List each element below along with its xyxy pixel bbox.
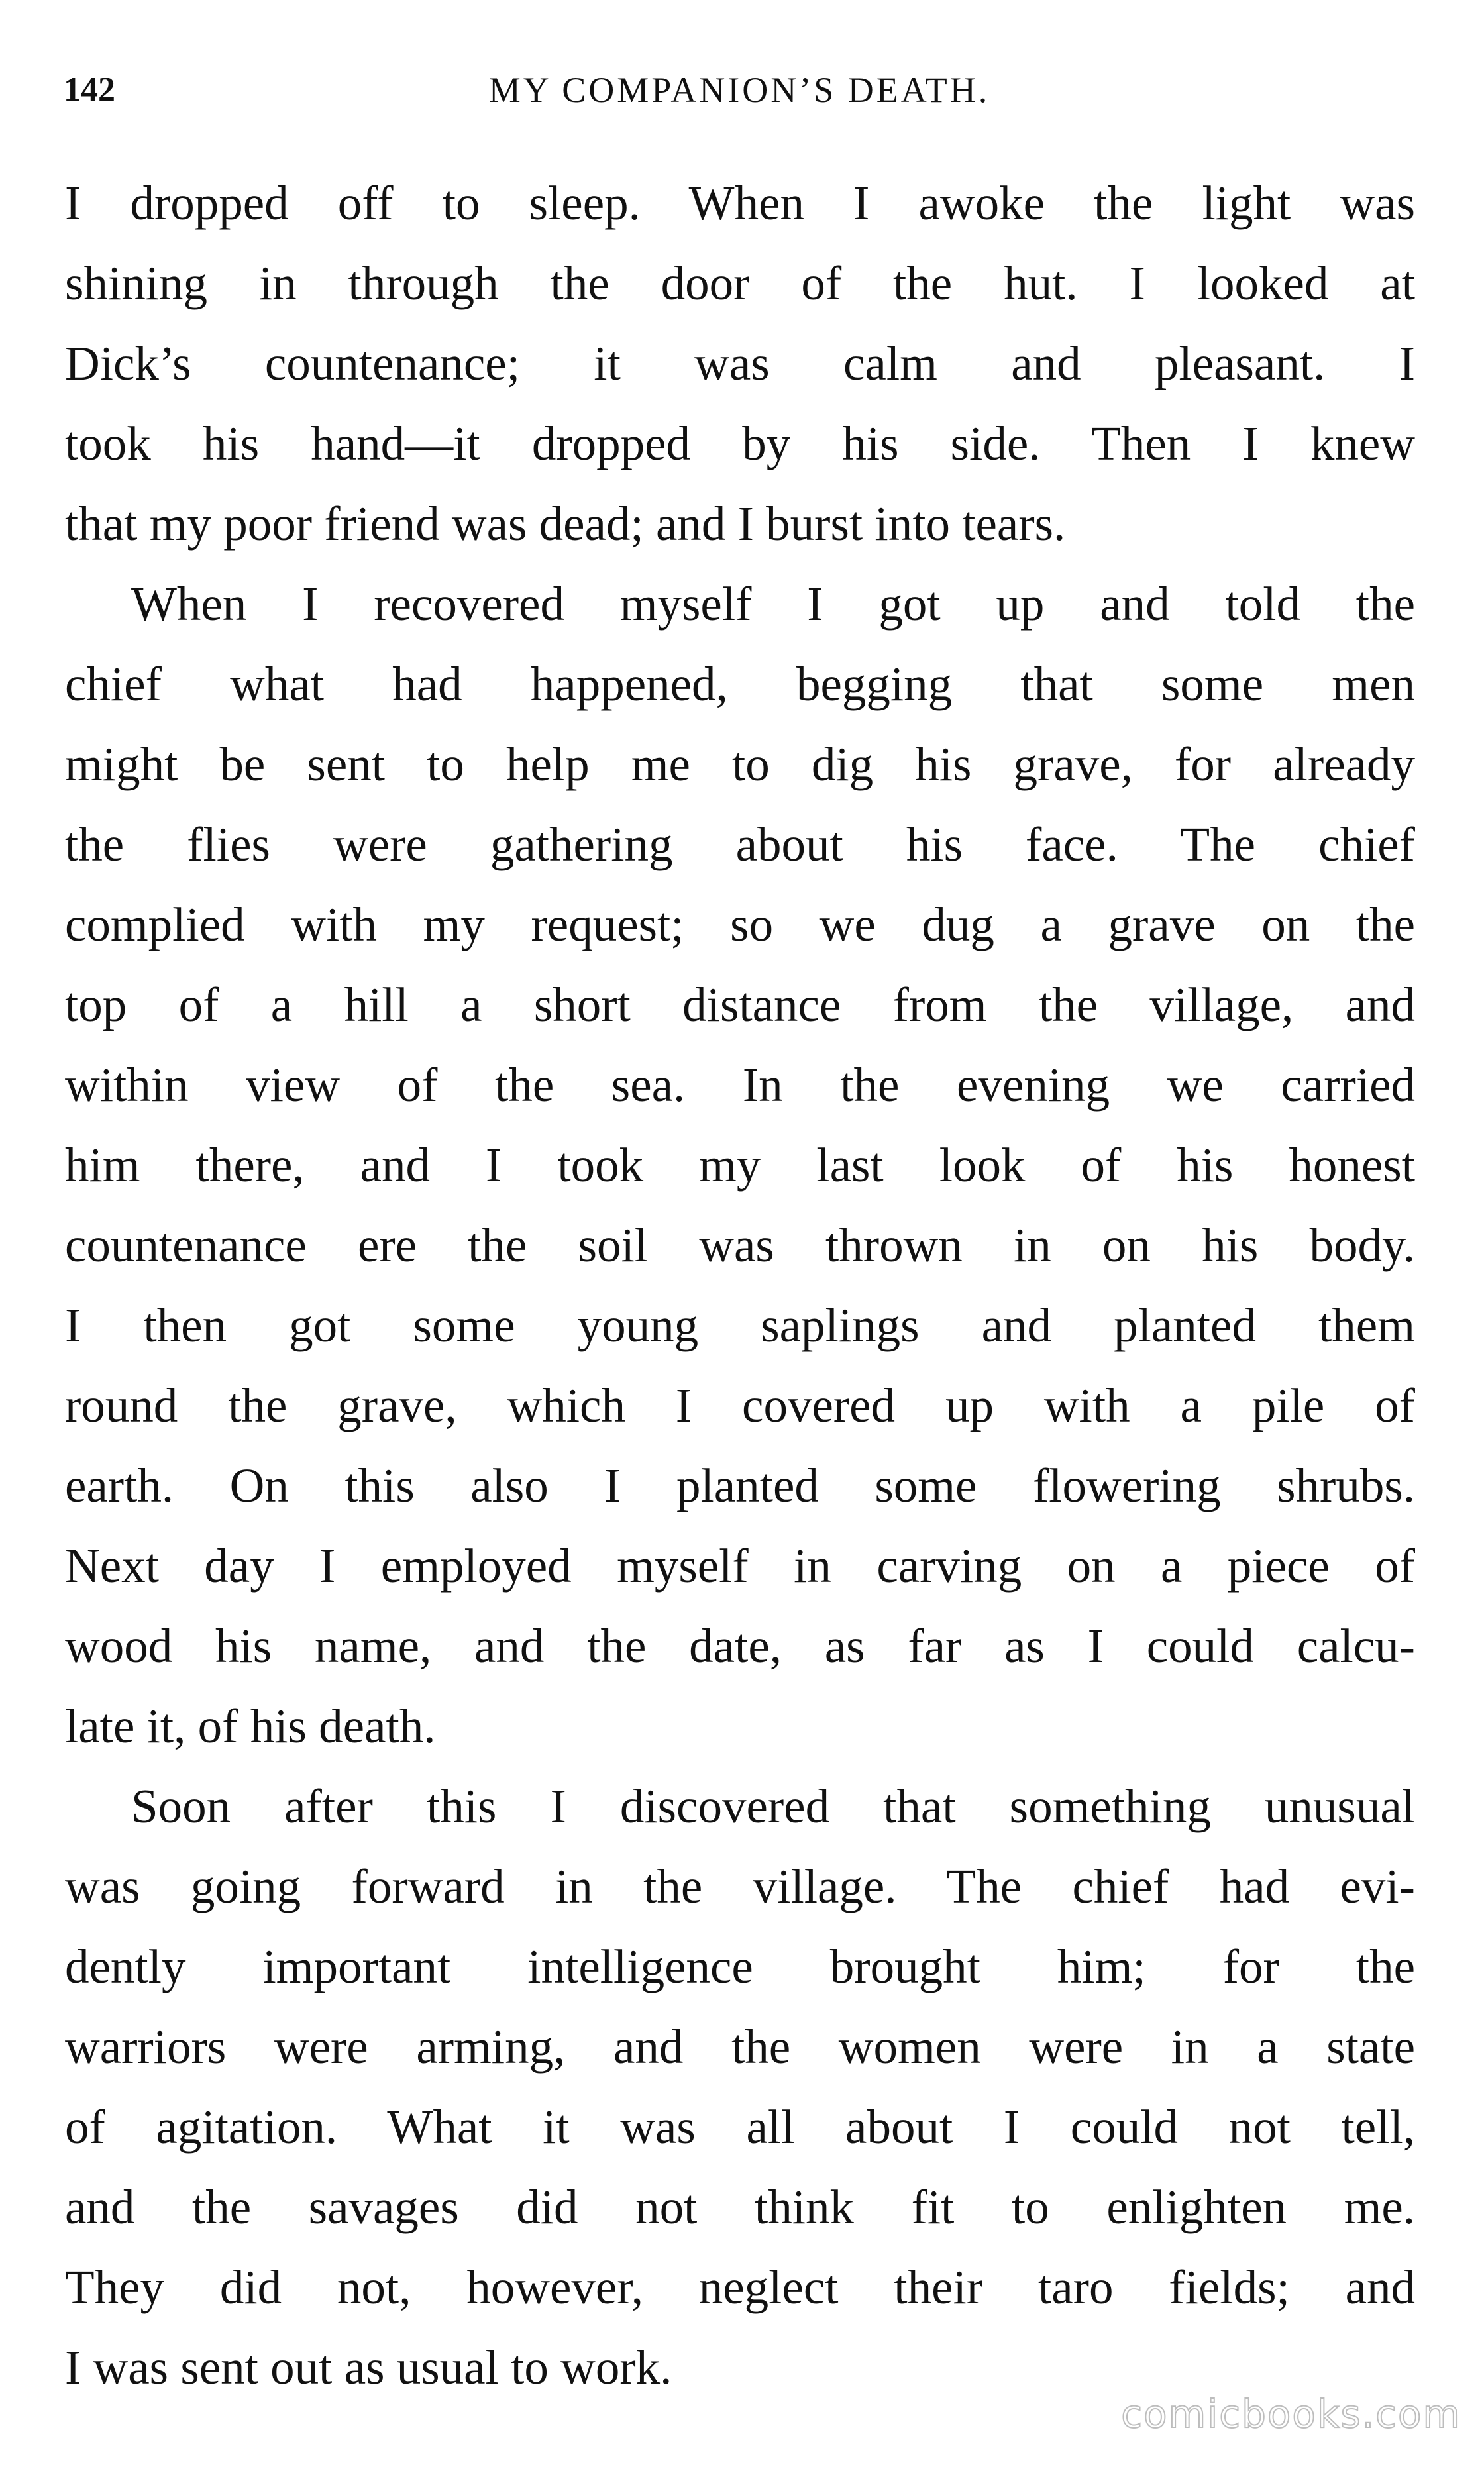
text-line: They did not, however, neglect their taro fields; and	[65, 2260, 1415, 2314]
text-line: I then got some young saplings and planted them	[65, 1298, 1415, 1352]
text-line: countenance ere the soil was thrown in on his body.	[65, 1218, 1415, 1272]
text-line: was going forward in the village. The chief had evi-	[65, 1860, 1415, 1913]
text-line: of agitation. What it was all about I could not tell,	[65, 2100, 1415, 2154]
watermark-logo: comicbooks.com	[1121, 2392, 1461, 2437]
text-line: dently important intelligence brought him; for the	[65, 1940, 1415, 1993]
text-line: I was sent out as usual to work.	[65, 2340, 672, 2394]
text-line: might be sent to help me to dig his grave, for already	[65, 737, 1415, 791]
running-head: MY COMPANION’S DEATH.	[488, 70, 990, 110]
page-number: 142	[64, 71, 115, 109]
paragraph	[65, 1766, 1415, 2407]
text-line: warriors were arming, and the women were in a state	[65, 2020, 1415, 2074]
text-line: shining in through the door of the hut. I looked at	[65, 256, 1415, 310]
text-line: complied with my request; so we dug a grave on the	[65, 898, 1415, 951]
text-line: I dropped off to sleep. When I awoke the light was	[65, 176, 1415, 230]
text-line: late it, of his death.	[65, 1699, 436, 1753]
text-line: When I recovered myself I got up and told the	[131, 577, 1415, 631]
body-text	[65, 163, 1415, 2407]
text-line: Dick’s countenance; it was calm and pleasant. I	[65, 337, 1415, 390]
text-line: him there, and I took my last look of his honest	[65, 1138, 1415, 1192]
text-line: took his hand—it dropped by his side. Then I knew	[65, 417, 1415, 470]
paragraph	[65, 163, 1415, 564]
text-line: Soon after this I discovered that something unusual	[131, 1779, 1415, 1833]
text-line: earth. On this also I planted some flowering shrubs.	[65, 1459, 1415, 1512]
text-line: round the grave, which I covered up with a pile of	[65, 1379, 1415, 1432]
text-line: wood his name, and the date, as far as I could calcu-	[65, 1619, 1415, 1673]
paragraph	[65, 564, 1415, 1766]
text-line: the flies were gathering about his face. The chief	[65, 817, 1415, 871]
page-header	[64, 64, 1415, 117]
text-line: top of a hill a short distance from the village, and	[65, 978, 1415, 1031]
text-line: that my poor friend was dead; and I burst into tears.	[65, 497, 1066, 551]
text-line: and the savages did not think fit to enlighten me.	[65, 2180, 1415, 2234]
text-line: Next day I employed myself in carving on a piece of	[65, 1539, 1415, 1593]
text-line: within view of the sea. In the evening we carried	[65, 1058, 1415, 1112]
text-line: chief what had happened, begging that some men	[65, 657, 1415, 711]
